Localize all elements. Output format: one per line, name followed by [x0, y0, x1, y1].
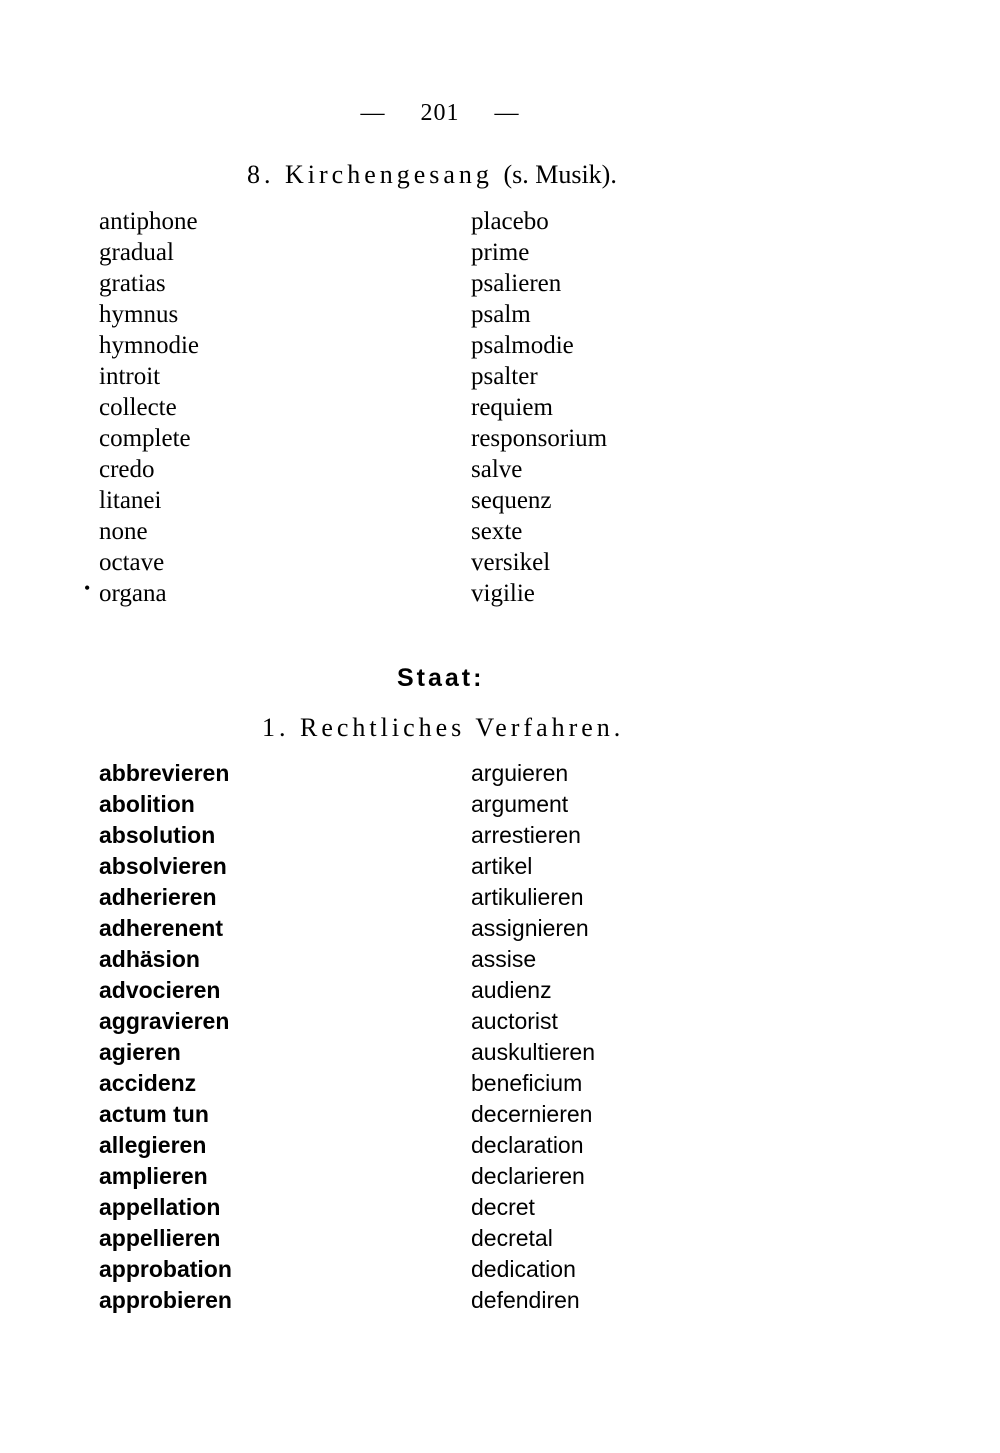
list-item: salve [471, 456, 523, 483]
word-list-kirchengesang-left [99, 206, 199, 609]
list-item: sequenz [471, 487, 552, 514]
list-item: abbrevieren [99, 760, 230, 786]
list-item: argument [471, 791, 569, 817]
list-item: collecte [99, 394, 177, 421]
page-number-dash-right: — [494, 100, 520, 126]
section-name: Rechtliches Verfahren. [300, 713, 625, 742]
section-number: 8. [247, 160, 275, 189]
list-item: hymnus [99, 301, 179, 328]
list-item: accidenz [99, 1070, 197, 1096]
list-item: adhäsion [99, 946, 200, 972]
list-item: decernieren [471, 1101, 593, 1127]
list-item: advocieren [99, 977, 221, 1003]
list-item: dedication [471, 1256, 576, 1282]
list-item: artikel [471, 853, 533, 879]
list-item: antiphone [99, 208, 198, 235]
list-item: approbation [99, 1256, 232, 1282]
page-number: 201 [420, 100, 460, 126]
section-name: Kirchengesang [285, 160, 493, 189]
main-heading-staat: Staat: [397, 664, 485, 692]
list-item: arguieren [471, 760, 569, 786]
list-item: adherenent [99, 915, 223, 941]
list-item: artikulieren [471, 884, 584, 910]
list-item: absolution [99, 822, 216, 848]
list-item: responsorium [471, 425, 608, 452]
list-item: gratias [99, 270, 166, 297]
list-item: hymnodie [99, 332, 199, 359]
list-item: agieren [99, 1039, 181, 1065]
list-item: absolvieren [99, 853, 227, 879]
list-item: decretal [471, 1225, 553, 1251]
list-item: psalieren [471, 270, 562, 297]
list-item: versikel [471, 549, 551, 576]
margin-bullet-mark: • [84, 578, 91, 598]
section-title-kirchengesang [247, 160, 617, 190]
list-item: adherieren [99, 884, 217, 910]
page-number-line [0, 100, 880, 127]
list-item: approbieren [99, 1287, 232, 1313]
list-item: amplieren [99, 1163, 208, 1189]
list-item: psalmodie [471, 332, 574, 359]
list-item: declarieren [471, 1163, 585, 1189]
list-item: decret [471, 1194, 535, 1220]
list-item: arrestieren [471, 822, 581, 848]
list-item: psalm [471, 301, 531, 328]
list-item: prime [471, 239, 530, 266]
word-list-verfahren-left [99, 758, 232, 1316]
list-item: vigilie [471, 580, 535, 607]
list-item: appellieren [99, 1225, 221, 1251]
list-item: beneficium [471, 1070, 583, 1096]
list-item: declaration [471, 1132, 584, 1158]
list-item: introit [99, 363, 161, 390]
list-item: credo [99, 456, 155, 483]
section-reference: (s. Musik). [503, 160, 617, 189]
list-item: appellation [99, 1194, 221, 1220]
page-number-dash-left: — [360, 100, 386, 126]
list-item: assignieren [471, 915, 589, 941]
list-item: litanei [99, 487, 162, 514]
list-item: sexte [471, 518, 523, 545]
list-item: defendiren [471, 1287, 580, 1313]
section-number: 1. [262, 713, 290, 742]
list-item: aggravieren [99, 1008, 230, 1034]
section-title-verfahren [262, 713, 624, 743]
list-item: allegieren [99, 1132, 207, 1158]
list-item: actum tun [99, 1101, 209, 1127]
word-list-verfahren-right [471, 758, 595, 1316]
list-item: assise [471, 946, 537, 972]
list-item: auctorist [471, 1008, 558, 1034]
list-item: auskultieren [471, 1039, 596, 1065]
list-item: gradual [99, 239, 174, 266]
list-item: requiem [471, 394, 553, 421]
list-item: placebo [471, 208, 549, 235]
word-list-kirchengesang-right [471, 206, 607, 609]
list-item: psalter [471, 363, 538, 390]
list-item: none [99, 518, 148, 545]
list-item: organa [99, 580, 167, 607]
list-item: complete [99, 425, 191, 452]
list-item: abolition [99, 791, 195, 817]
list-item: audienz [471, 977, 552, 1003]
list-item: octave [99, 549, 165, 576]
